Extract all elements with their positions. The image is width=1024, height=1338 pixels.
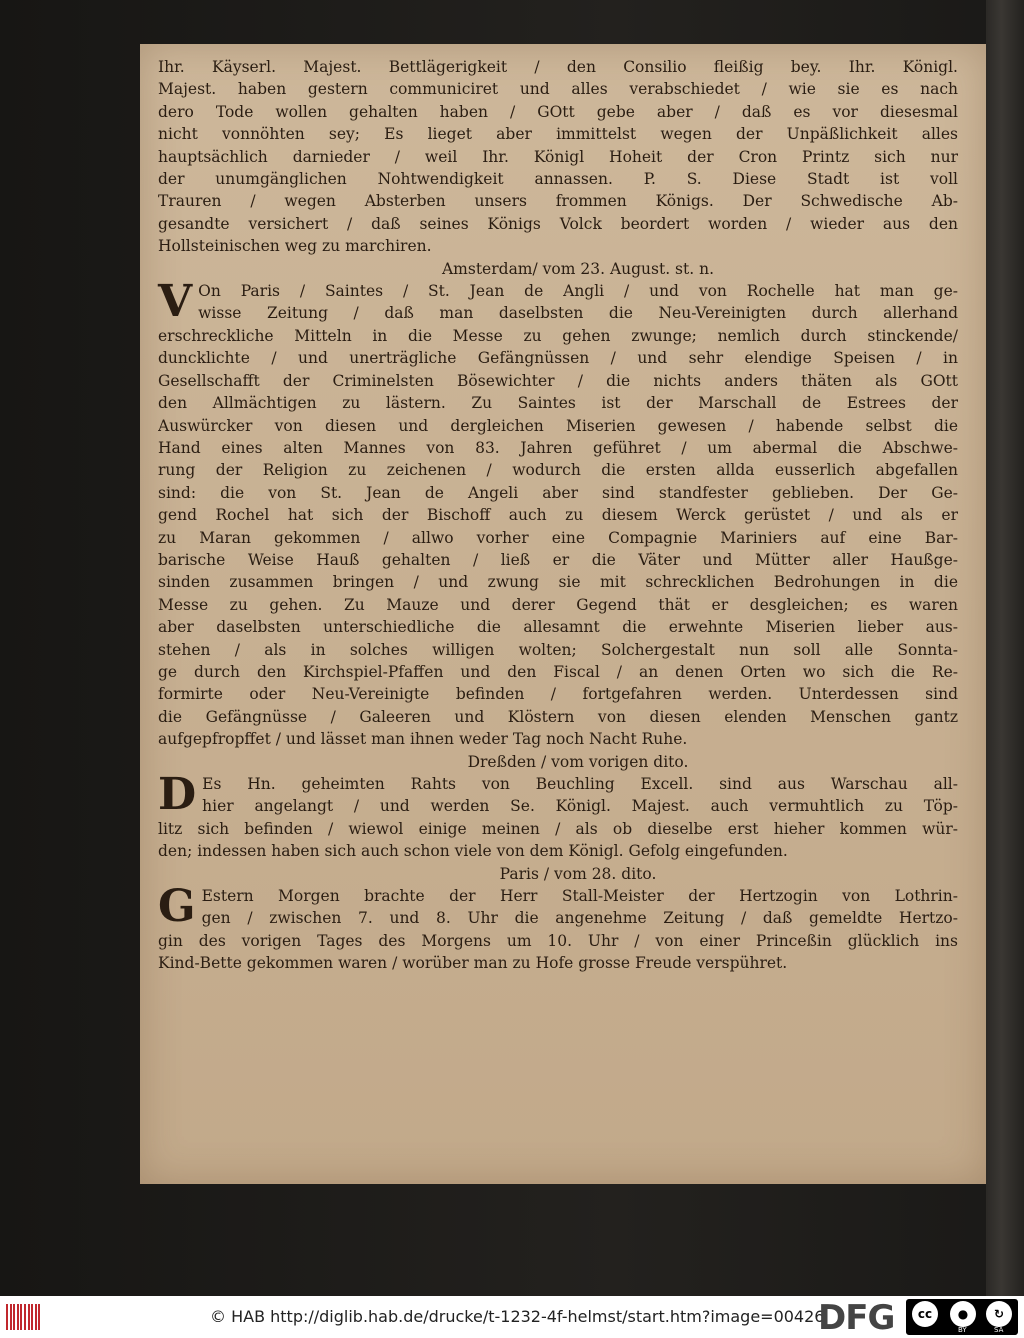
text-line: dero Tode wollen gehalten haben / GOtt gebe aber / daß es vor diesesmal bbox=[158, 102, 958, 121]
text-line: barische Weise Hauß gehalten / ließ er die Väter und Mütter aller Haußge- bbox=[158, 550, 958, 569]
drop-cap: G bbox=[158, 881, 196, 933]
news-paragraph bbox=[158, 276, 958, 751]
barcode-stripe bbox=[13, 1304, 15, 1330]
text-line: gesandte versichert / daß seines Königs Volck beordert worden / wieder aus den bbox=[158, 214, 958, 233]
by-icon: ● bbox=[950, 1301, 976, 1327]
text-line: sind: die von St. Jean de Angeli aber sind standfester geblieben. Der Ge- bbox=[158, 483, 958, 502]
text-line: Estern Morgen brachte der Herr Stall-Meister der Hertzogin von Lothrin- bbox=[201, 887, 958, 906]
text-line: der unumgänglichen Nohtwendigkeit annassen. P. S. Diese Stadt ist voll bbox=[158, 170, 958, 189]
text-line: den; indessen haben sich auch schon viele von dem Königl. Gefolg eingefunden. bbox=[158, 842, 788, 861]
text-line: On Paris / Saintes / St. Jean de Angli / und von Rochelle hat man ge- bbox=[198, 282, 958, 301]
text-line: gin des vorigen Tages des Morgens um 10. Uhr / von einer Princeßin glücklich ins bbox=[158, 931, 958, 950]
text-line: nicht vonnöhten sey; Es lieget aber immittelst wegen der Unpäßlichkeit alles bbox=[158, 125, 958, 144]
dateline-heading: Paris / vom 28. dito. bbox=[499, 864, 657, 883]
text-line: Majest. haben gestern communiciret und alles verabschiedet / wie sie es nach bbox=[158, 80, 958, 99]
text-line: Messe zu gehen. Zu Mauze und derer Gegend thät er desgleichen; es waren bbox=[158, 595, 958, 614]
text-line: aufgepfropffet / und lässet man ihnen weder Tag noch Nacht Ruhe. bbox=[158, 730, 688, 749]
sa-label: SA bbox=[994, 1326, 1004, 1334]
library-barcode-icon bbox=[6, 1304, 40, 1330]
text-line: stehen / als in solches willigen wolten; Solchergestalt nun soll alle Sonnta- bbox=[158, 640, 958, 659]
text-line: Es Hn. geheimten Rahts von Beuchling Excell. sind aus Warschau all- bbox=[202, 775, 958, 793]
barcode-stripe bbox=[28, 1304, 30, 1330]
text-line: Auswürcker von diesen und dergleichen Miserien gewesen / habende selbst die bbox=[158, 416, 958, 435]
dfg-logo: DFG bbox=[818, 1298, 895, 1338]
text-line: sinden zusammen bringen / und zwung sie mit schrecklichen Bedrohungen in die bbox=[158, 573, 958, 592]
cc-license-badge[interactable] bbox=[906, 1299, 1018, 1335]
barcode-stripe bbox=[35, 1304, 37, 1330]
text-line: erschreckliche Mitteln in die Messe zu gehen zwunge; nemlich durch stinckende/ bbox=[158, 326, 958, 345]
barcode-stripe bbox=[24, 1304, 26, 1330]
dateline-heading: Dreßden / vom vorigen dito. bbox=[467, 752, 689, 771]
text-line: wisse Zeitung / daß man daselbsten die Neu-Vereinigten durch allerhand bbox=[198, 304, 958, 323]
text-line: Ihr. Käyserl. Majest. Bettlägerigkeit / den Consilio fleißig bey. Ihr. Königl. bbox=[158, 58, 958, 76]
text-line: Hand eines alten Mannes von 83. Jahren geführet / um abermal die Abschwe- bbox=[158, 438, 958, 457]
news-paragraph bbox=[158, 769, 958, 863]
barcode-stripe bbox=[31, 1304, 33, 1330]
barcode-stripe bbox=[17, 1304, 19, 1330]
barcode-stripe bbox=[20, 1304, 22, 1330]
text-line: Hollsteinischen weg zu marchiren. bbox=[158, 237, 432, 256]
barcode-stripe bbox=[38, 1304, 40, 1330]
barcode-stripe bbox=[10, 1304, 12, 1330]
drop-cap: V bbox=[158, 276, 193, 328]
sa-icon: ↻ bbox=[986, 1301, 1012, 1327]
text-line: Trauren / wegen Absterben unsers frommen Königs. Der Schwedische Ab- bbox=[158, 192, 958, 211]
text-line: rung der Religion zu zeichenen / wodurch die ersten allda eusserlich abgefallen bbox=[158, 461, 958, 480]
copyright-link[interactable]: © HAB http://diglib.hab.de/drucke/t-1232-4f-helmst/start.htm?image=00426 bbox=[210, 1307, 825, 1326]
text-line: Gesellschafft der Criminelsten Bösewichter / die nichts anders thäten als GOtt bbox=[158, 371, 958, 390]
dateline-heading: Amsterdam/ vom 23. August. st. n. bbox=[441, 259, 715, 278]
viewer-footer bbox=[0, 1296, 1024, 1338]
by-label: BY bbox=[958, 1326, 967, 1334]
news-paragraph bbox=[158, 881, 958, 975]
text-line: zu Maran gekommen / allwo vorher eine Compagnie Mariniers auf eine Bar- bbox=[158, 528, 958, 547]
text-line: ge durch den Kirchspiel-Pfaffen und den Fiscal / an denen Orten wo sich die Re- bbox=[158, 662, 958, 681]
text-line: hier angelangt / und werden Se. Königl. Majest. auch vermuhtlich zu Töp- bbox=[202, 797, 958, 816]
barcode-stripe bbox=[6, 1304, 8, 1330]
drop-cap: D bbox=[158, 769, 197, 820]
text-line: gend Rochel hat sich der Bischoff auch zu diesem Werck gerüstet / und als er bbox=[158, 506, 958, 525]
text-line: duncklichte / und unerträgliche Gefängnüssen / und sehr elendige Speisen / in bbox=[158, 349, 958, 368]
facing-page-edge bbox=[986, 0, 1024, 1296]
text-line: Kind-Bette gekommen waren / worüber man zu Hofe grosse Freude verspühret. bbox=[158, 954, 788, 973]
text-line: den Allmächtigen zu lästern. Zu Saintes ist der Marschall de Estrees der bbox=[158, 394, 958, 413]
cc-icon: cc bbox=[912, 1301, 938, 1327]
text-line: formirte oder Neu-Vereinigte befinden / fortgefahren werden. Unterdessen sind bbox=[158, 685, 958, 704]
text-line: litz sich befinden / wiewol einige meinen / als ob dieselbe erst hieher kommen wür- bbox=[158, 819, 958, 838]
text-line: gen / zwischen 7. und 8. Uhr die angenehme Zeitung / daß gemeldte Hertzo- bbox=[201, 909, 958, 928]
text-line: die Gefängnüsse / Galeeren und Klöstern von diesen elenden Menschen gantz bbox=[158, 707, 958, 726]
text-line: aber daselbsten unterschiedliche die allesamnt die erwehnte Miserien lieber aus- bbox=[158, 618, 958, 637]
text-line: hauptsächlich darnieder / weil Ihr. Königl Hoheit der Cron Printz sich nur bbox=[158, 147, 958, 166]
document-text bbox=[158, 56, 958, 975]
